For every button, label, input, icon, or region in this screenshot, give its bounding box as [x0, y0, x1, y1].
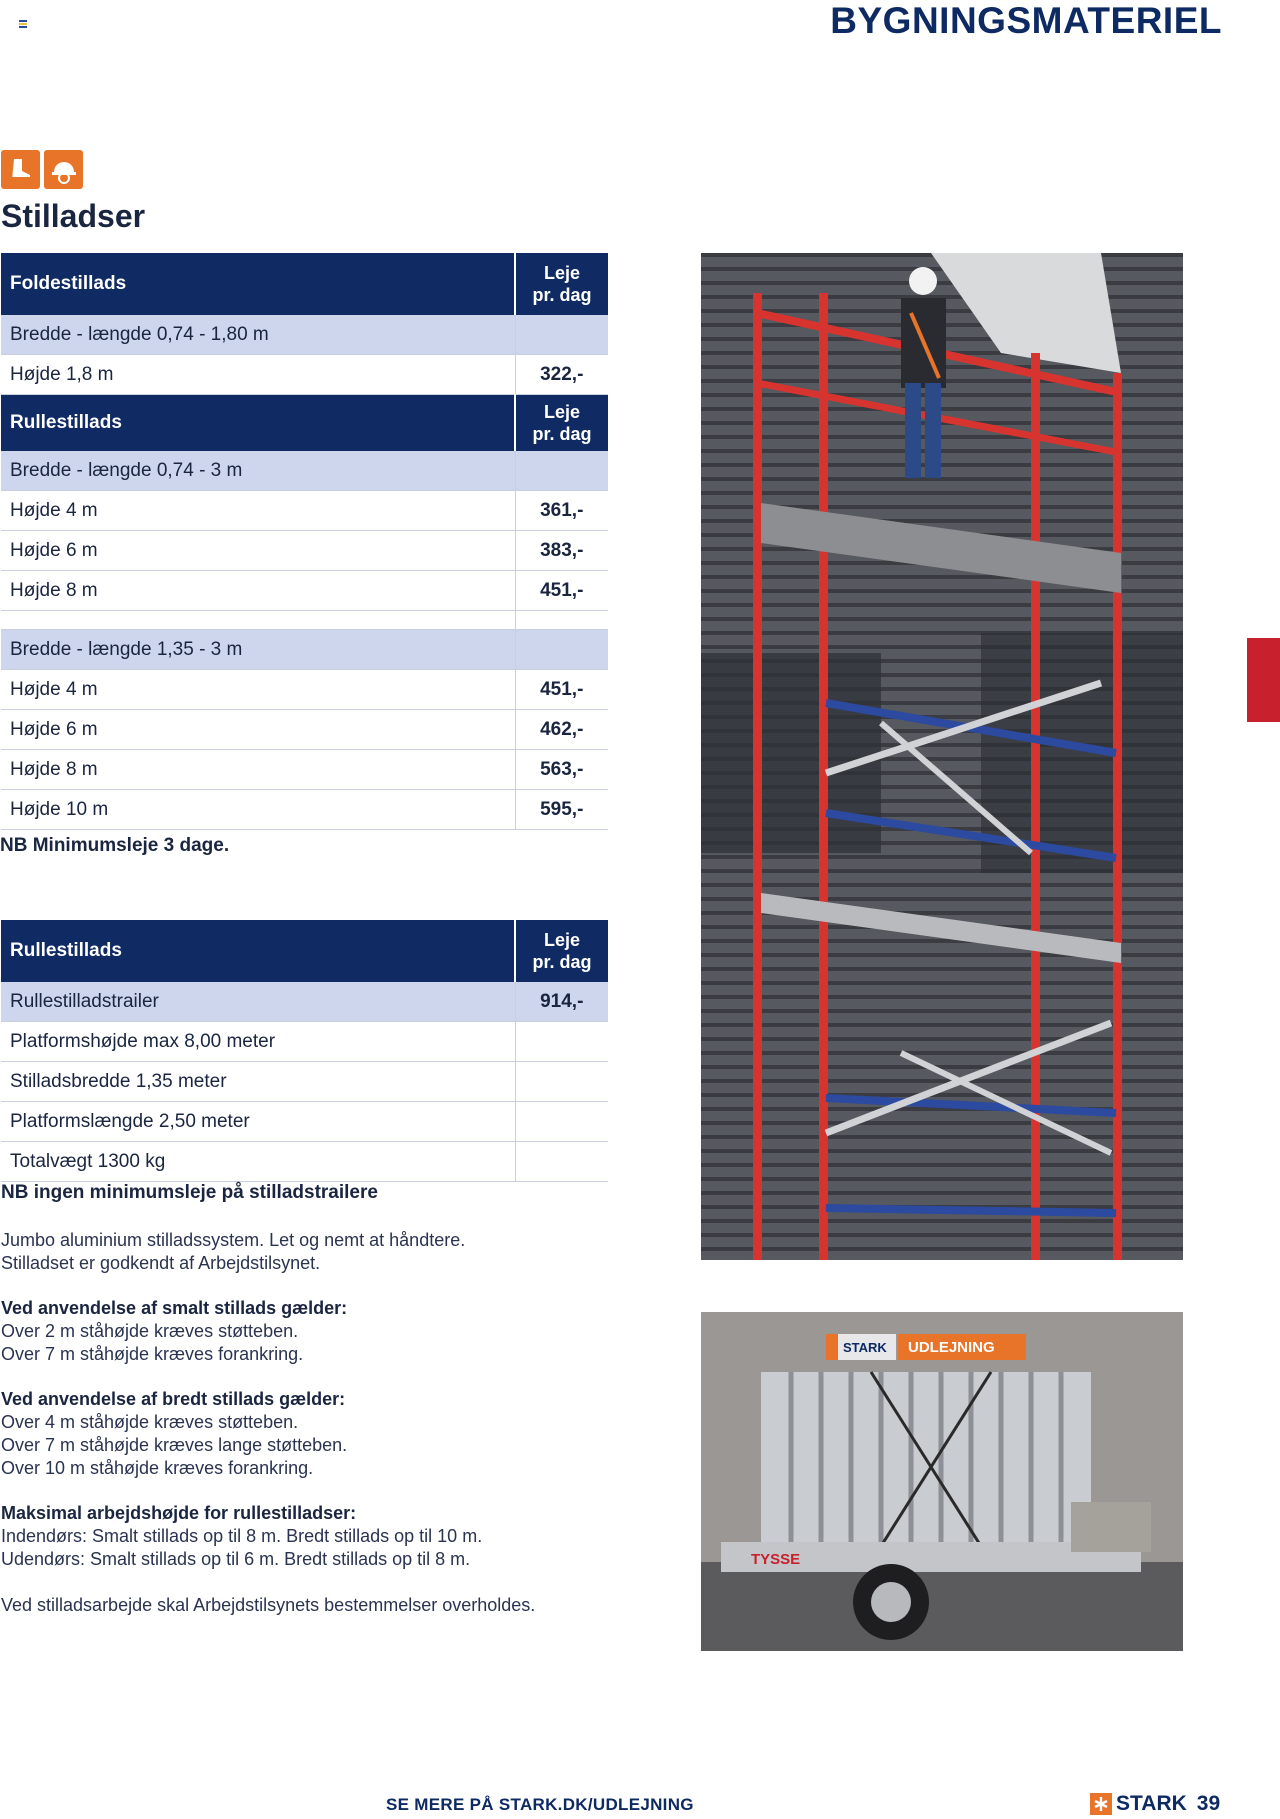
row-price: [515, 611, 608, 630]
row-label: Højde 6 m: [1, 531, 515, 571]
row-price: [515, 630, 608, 670]
stark-logo-icon: [1090, 1793, 1112, 1815]
section-title: Stilladser: [1, 198, 146, 234]
row-price: 322,-: [515, 355, 608, 395]
row-label: Platformslængde 2,50 meter: [1, 1102, 515, 1142]
rule-line: Over 7 m ståhøjde kræves forankring.: [1, 1344, 304, 1364]
footer-link[interactable]: SE MERE PÅ STARK.DK/UDLEJNING: [386, 1795, 694, 1814]
table-subheader-row: [1, 315, 608, 355]
safety-boot-icon: [1, 150, 40, 189]
rules-heading: Ved anvendelse af bredt stillads gælder:: [1, 1389, 346, 1409]
rules-heading: Maksimal arbejdshøjde for rullestilladser:: [1, 1503, 357, 1523]
table-spacer-row: [1, 611, 608, 630]
row-label: Højde 8 m: [1, 571, 515, 611]
table-row: [1, 1102, 608, 1142]
row-label: Foldestillads: [1, 253, 515, 315]
price-table-scaffolding: [1, 253, 608, 830]
row-price: [515, 1102, 608, 1142]
row-price: 361,-: [515, 491, 608, 531]
ppe-icons: [1, 150, 83, 189]
rule-line: Over 4 m ståhøjde kræves støtteben.: [1, 1412, 299, 1432]
row-label: Bredde - længde 0,74 - 3 m: [1, 451, 515, 491]
hard-hat-icon: [44, 150, 83, 189]
table-header-row: [1, 920, 608, 982]
row-price: [515, 451, 608, 491]
table-subheader-row: [1, 630, 608, 670]
intro-line: Stilladset er godkendt af Arbejdstilsynet.: [1, 1253, 321, 1273]
wide-scaffold-rules: [1, 1388, 347, 1480]
table-body: [1, 920, 608, 1182]
page-category-title: BYGNINGSMATERIEL: [830, 0, 1222, 41]
table-row: [1, 790, 608, 830]
table-row: [1, 670, 608, 710]
row-label: Højde 8 m: [1, 750, 515, 790]
row-label: Rullestillads: [1, 920, 515, 982]
table-header-row: [1, 253, 608, 315]
row-label: Platformshøjde max 8,00 meter: [1, 1022, 515, 1062]
trailer-sign-brand: STARK: [843, 1340, 887, 1355]
row-price: 595,-: [515, 790, 608, 830]
table-row: [1, 750, 608, 790]
trailer-brand: TYSSE: [751, 1551, 801, 1568]
scaffold-tower-photo: [701, 253, 1183, 1260]
table-subheader-row: [1, 982, 608, 1022]
section-tab-marker: [1247, 638, 1280, 722]
row-price: 383,-: [515, 531, 608, 571]
row-label: Højde 6 m: [1, 710, 515, 750]
row-label: Højde 1,8 m: [1, 355, 515, 395]
trailer-note: NB ingen minimumsleje på stilladstrailere: [1, 1182, 378, 1203]
rule-line: Over 7 m ståhøjde kræves lange støtteben.: [1, 1435, 348, 1455]
scaffold-trailer-photo: [701, 1312, 1183, 1651]
table-row: [1, 531, 608, 571]
table-row: [1, 1062, 608, 1102]
table-row: [1, 571, 608, 611]
rule-line: Indendørs: Smalt stillads op til 8 m. Bredt stillads op til 10 m.: [1, 1526, 483, 1546]
row-label: Bredde - længde 0,74 - 1,80 m: [1, 315, 515, 355]
table-subheader-row: [1, 451, 608, 491]
row-price: [515, 1022, 608, 1062]
price-column-header: Leje pr. dag: [515, 253, 608, 315]
row-price: [515, 1062, 608, 1102]
price-column-header: Leje pr. dag: [515, 920, 608, 982]
table-row: [1, 355, 608, 395]
page-number: 39: [1196, 1792, 1221, 1815]
row-price: [515, 1142, 608, 1182]
row-label: Højde 4 m: [1, 670, 515, 710]
row-price: [515, 315, 608, 355]
rule-line: Udendørs: Smalt stillads op til 6 m. Bredt stillads op til 8 m.: [1, 1549, 471, 1569]
narrow-scaffold-rules: [1, 1297, 347, 1366]
price-column-header: Leje pr. dag: [515, 395, 608, 452]
trailer-sign-text: UDLEJNING: [908, 1339, 995, 1356]
row-label: Bredde - længde 1,35 - 3 m: [1, 630, 515, 670]
row-label: Rullestillads: [1, 395, 515, 452]
price-table-trailer: [1, 920, 608, 1182]
table-row: [1, 491, 608, 531]
table-header-row: [1, 395, 608, 452]
table-row: [1, 710, 608, 750]
row-label: Højde 4 m: [1, 491, 515, 531]
table-row: [1, 1142, 608, 1182]
logo-text: STARK: [1116, 1792, 1187, 1815]
row-label: [1, 611, 515, 630]
rule-line: Over 2 m ståhøjde kræves støtteben.: [1, 1321, 299, 1341]
flag-icon: [19, 20, 27, 27]
closing-note: Ved stilladsarbejde skal Arbejdstilsynets bestemmelser overholdes.: [1, 1595, 536, 1615]
rules-heading: Ved anvendelse af smalt stillads gælder:: [1, 1298, 348, 1318]
row-price: 451,-: [515, 670, 608, 710]
row-label: Totalvægt 1300 kg: [1, 1142, 515, 1182]
table-row: [1, 1022, 608, 1062]
row-label: Højde 10 m: [1, 790, 515, 830]
row-label: Rullestilladstrailer: [1, 982, 515, 1022]
info-intro: [1, 1229, 465, 1275]
minimum-rental-note: NB Minimumsleje 3 dage.: [0, 835, 230, 856]
row-price: 563,-: [515, 750, 608, 790]
max-height-rules: [1, 1502, 482, 1571]
intro-line: Jumbo aluminium stilladssystem. Let og nemt at håndtere.: [1, 1230, 466, 1250]
row-price: 914,-: [515, 982, 608, 1022]
row-price: 451,-: [515, 571, 608, 611]
table-body: [1, 253, 608, 830]
rule-line: Over 10 m ståhøjde kræves forankring.: [1, 1458, 314, 1478]
row-price: 462,-: [515, 710, 608, 750]
stark-logo: [1090, 1792, 1220, 1816]
row-label: Stilladsbredde 1,35 meter: [1, 1062, 515, 1102]
